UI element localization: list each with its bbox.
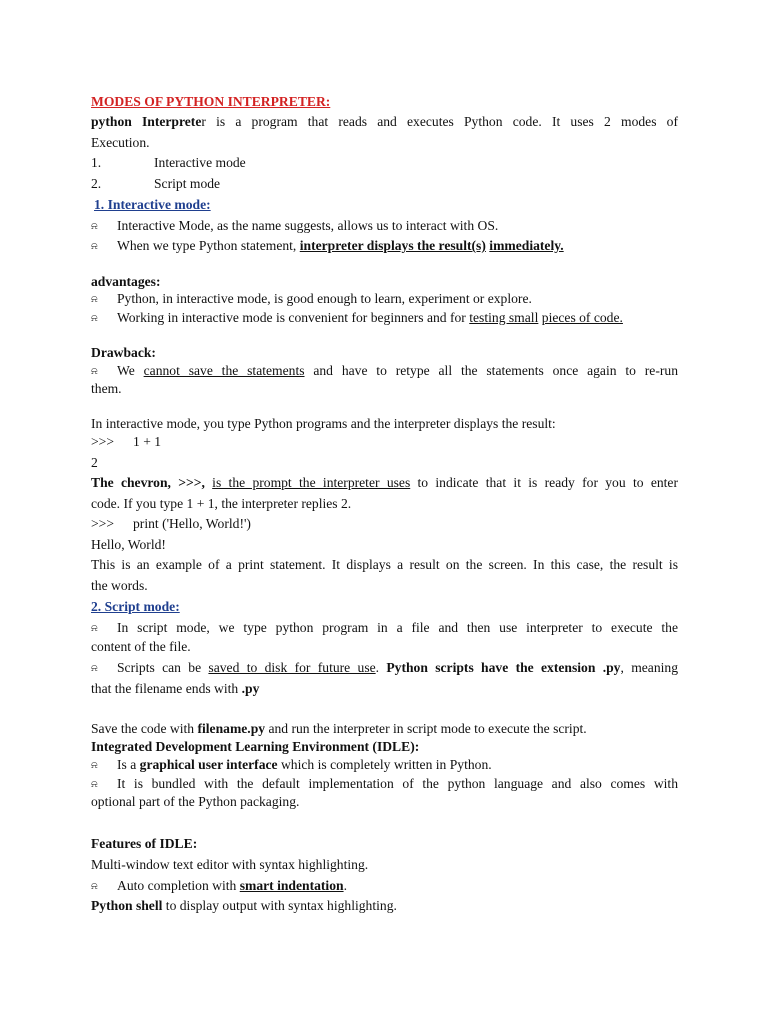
features-bold: Python shell <box>91 898 163 913</box>
bullet-icon: ⍾ <box>91 366 98 377</box>
bullet-text: We <box>117 363 144 378</box>
bullet-continuation <box>91 681 678 697</box>
bullet-text: , meaning <box>620 660 678 675</box>
chevron-line-2: code. If you type 1 + 1, the interpreter replies 2. <box>91 496 352 511</box>
bullet-text: When we type Python statement, <box>117 238 300 253</box>
features-text: to display output with syntax highlighting. <box>162 898 397 913</box>
idle-title: Integrated Development Learning Environment (IDLE): <box>91 739 420 754</box>
intro-line-1 <box>91 114 678 130</box>
example-desc-1: This is an example of a print statement. It displays a result on the screen. In this case, the result is <box>91 557 678 572</box>
section-title-interactive: 1. Interactive mode: <box>94 197 211 212</box>
bullet-text: . <box>343 878 347 893</box>
bullet-item <box>91 776 678 793</box>
chevron-line-1 <box>91 475 678 491</box>
bullet-icon: ⍾ <box>91 241 98 252</box>
bullet-bold: .py <box>241 681 260 696</box>
bullet-text: Auto completion with <box>117 878 240 893</box>
advantages-title: advantages: <box>91 274 161 289</box>
prompt-symbol: >>> <box>91 434 114 449</box>
chevron-underline: is the prompt the interpreter uses <box>212 475 411 490</box>
code-text: print ('Hello, World!') <box>133 516 251 531</box>
bullet-item <box>91 291 678 308</box>
mode-list-item-2 <box>91 176 678 192</box>
bullet-item <box>91 310 678 327</box>
bullet-text: that the filename ends with <box>91 681 242 696</box>
bullet-icon: ⍾ <box>91 221 98 232</box>
drawback-title: Drawback: <box>91 345 156 360</box>
bullet-emphasis: interpreter displays the result(s) <box>299 238 486 253</box>
bullet-text: Interactive Mode, as the name suggests, allows us to interact with OS. <box>117 218 499 233</box>
save-text: Save the code with <box>91 721 198 736</box>
bullet-icon: ⍾ <box>91 294 98 305</box>
list-number: 1. <box>91 155 102 170</box>
features-line <box>91 898 678 914</box>
bullet-continuation: content of the file. <box>91 639 191 654</box>
bullet-bold: Python scripts have the extension .py <box>386 660 621 675</box>
intro-line-2: Execution. <box>91 135 150 150</box>
list-label: Script mode <box>154 176 221 191</box>
bullet-emphasis: smart indentation <box>239 878 344 893</box>
bullet-icon: ⍾ <box>91 881 98 892</box>
example-intro: In interactive mode, you type Python programs and the interpreter displays the result: <box>91 416 556 431</box>
code-prompt-line <box>91 516 678 532</box>
bullet-text: Working in interactive mode is convenient for beginners and for <box>117 310 470 325</box>
bullet-continuation: them. <box>91 381 122 396</box>
bullet-text: which is completely written in Python. <box>277 757 492 772</box>
bullet-item <box>91 757 678 774</box>
features-line: Multi-window text editor with syntax highlighting. <box>91 857 369 872</box>
list-number: 2. <box>91 176 102 191</box>
bullet-bold: graphical user interface <box>139 757 278 772</box>
chevron-text: to indicate that it is ready for you to enter <box>410 475 678 490</box>
bullet-icon: ⍾ <box>91 760 98 771</box>
bullet-item <box>91 363 678 380</box>
bullet-icon: ⍾ <box>91 313 98 324</box>
bullet-continuation: optional part of the Python packaging. <box>91 794 300 809</box>
bullet-text: In script mode, we type python program in a file and then use interpreter to execute the <box>117 620 678 635</box>
bullet-underline: saved to disk for future use <box>208 660 376 675</box>
mode-list-item-1 <box>91 155 678 171</box>
bullet-item <box>91 878 678 895</box>
save-text: and run the interpreter in script mode to execute the script. <box>265 721 587 736</box>
bullet-item <box>91 620 678 637</box>
example-desc-2: the words. <box>91 578 148 593</box>
bullet-item <box>91 218 678 235</box>
page-heading: MODES OF PYTHON INTERPRETER: <box>91 94 331 109</box>
intro-bold: python Interprete <box>91 114 202 129</box>
bullet-text: and have to retype all the statements once again to re-run <box>304 363 678 378</box>
bullet-text: It is bundled with the default implementation of the python language and also comes with <box>117 776 678 791</box>
code-prompt-line <box>91 434 678 450</box>
code-output: Hello, World! <box>91 537 166 552</box>
section-title-script: 2. Script mode: <box>91 599 180 614</box>
bullet-underline: pieces of code. <box>541 310 623 325</box>
intro-rest: r is a program that reads and executes Python code. It uses 2 modes of <box>201 114 678 129</box>
bullet-text: Scripts can be <box>117 660 209 675</box>
bullet-icon: ⍾ <box>91 663 98 674</box>
bullet-item <box>91 660 678 677</box>
chevron-bold: The chevron, >>>, <box>91 475 213 490</box>
bullet-item <box>91 238 678 255</box>
save-bold: filename.py <box>197 721 266 736</box>
features-title: Features of IDLE: <box>91 836 198 851</box>
prompt-symbol: >>> <box>91 516 114 531</box>
list-label: Interactive mode <box>154 155 246 170</box>
bullet-underline: cannot save the statements <box>143 363 305 378</box>
bullet-text: Python, in interactive mode, is good enough to learn, experiment or explore. <box>117 291 532 306</box>
bullet-text: Is a <box>117 757 140 772</box>
code-output: 2 <box>91 455 98 470</box>
bullet-emphasis: immediately. <box>489 238 564 253</box>
bullet-icon: ⍾ <box>91 623 98 634</box>
code-text: 1 + 1 <box>133 434 162 449</box>
bullet-underline: testing small <box>469 310 539 325</box>
save-instruction <box>91 721 678 737</box>
bullet-icon: ⍾ <box>91 779 98 790</box>
bullet-text: . <box>375 660 387 675</box>
